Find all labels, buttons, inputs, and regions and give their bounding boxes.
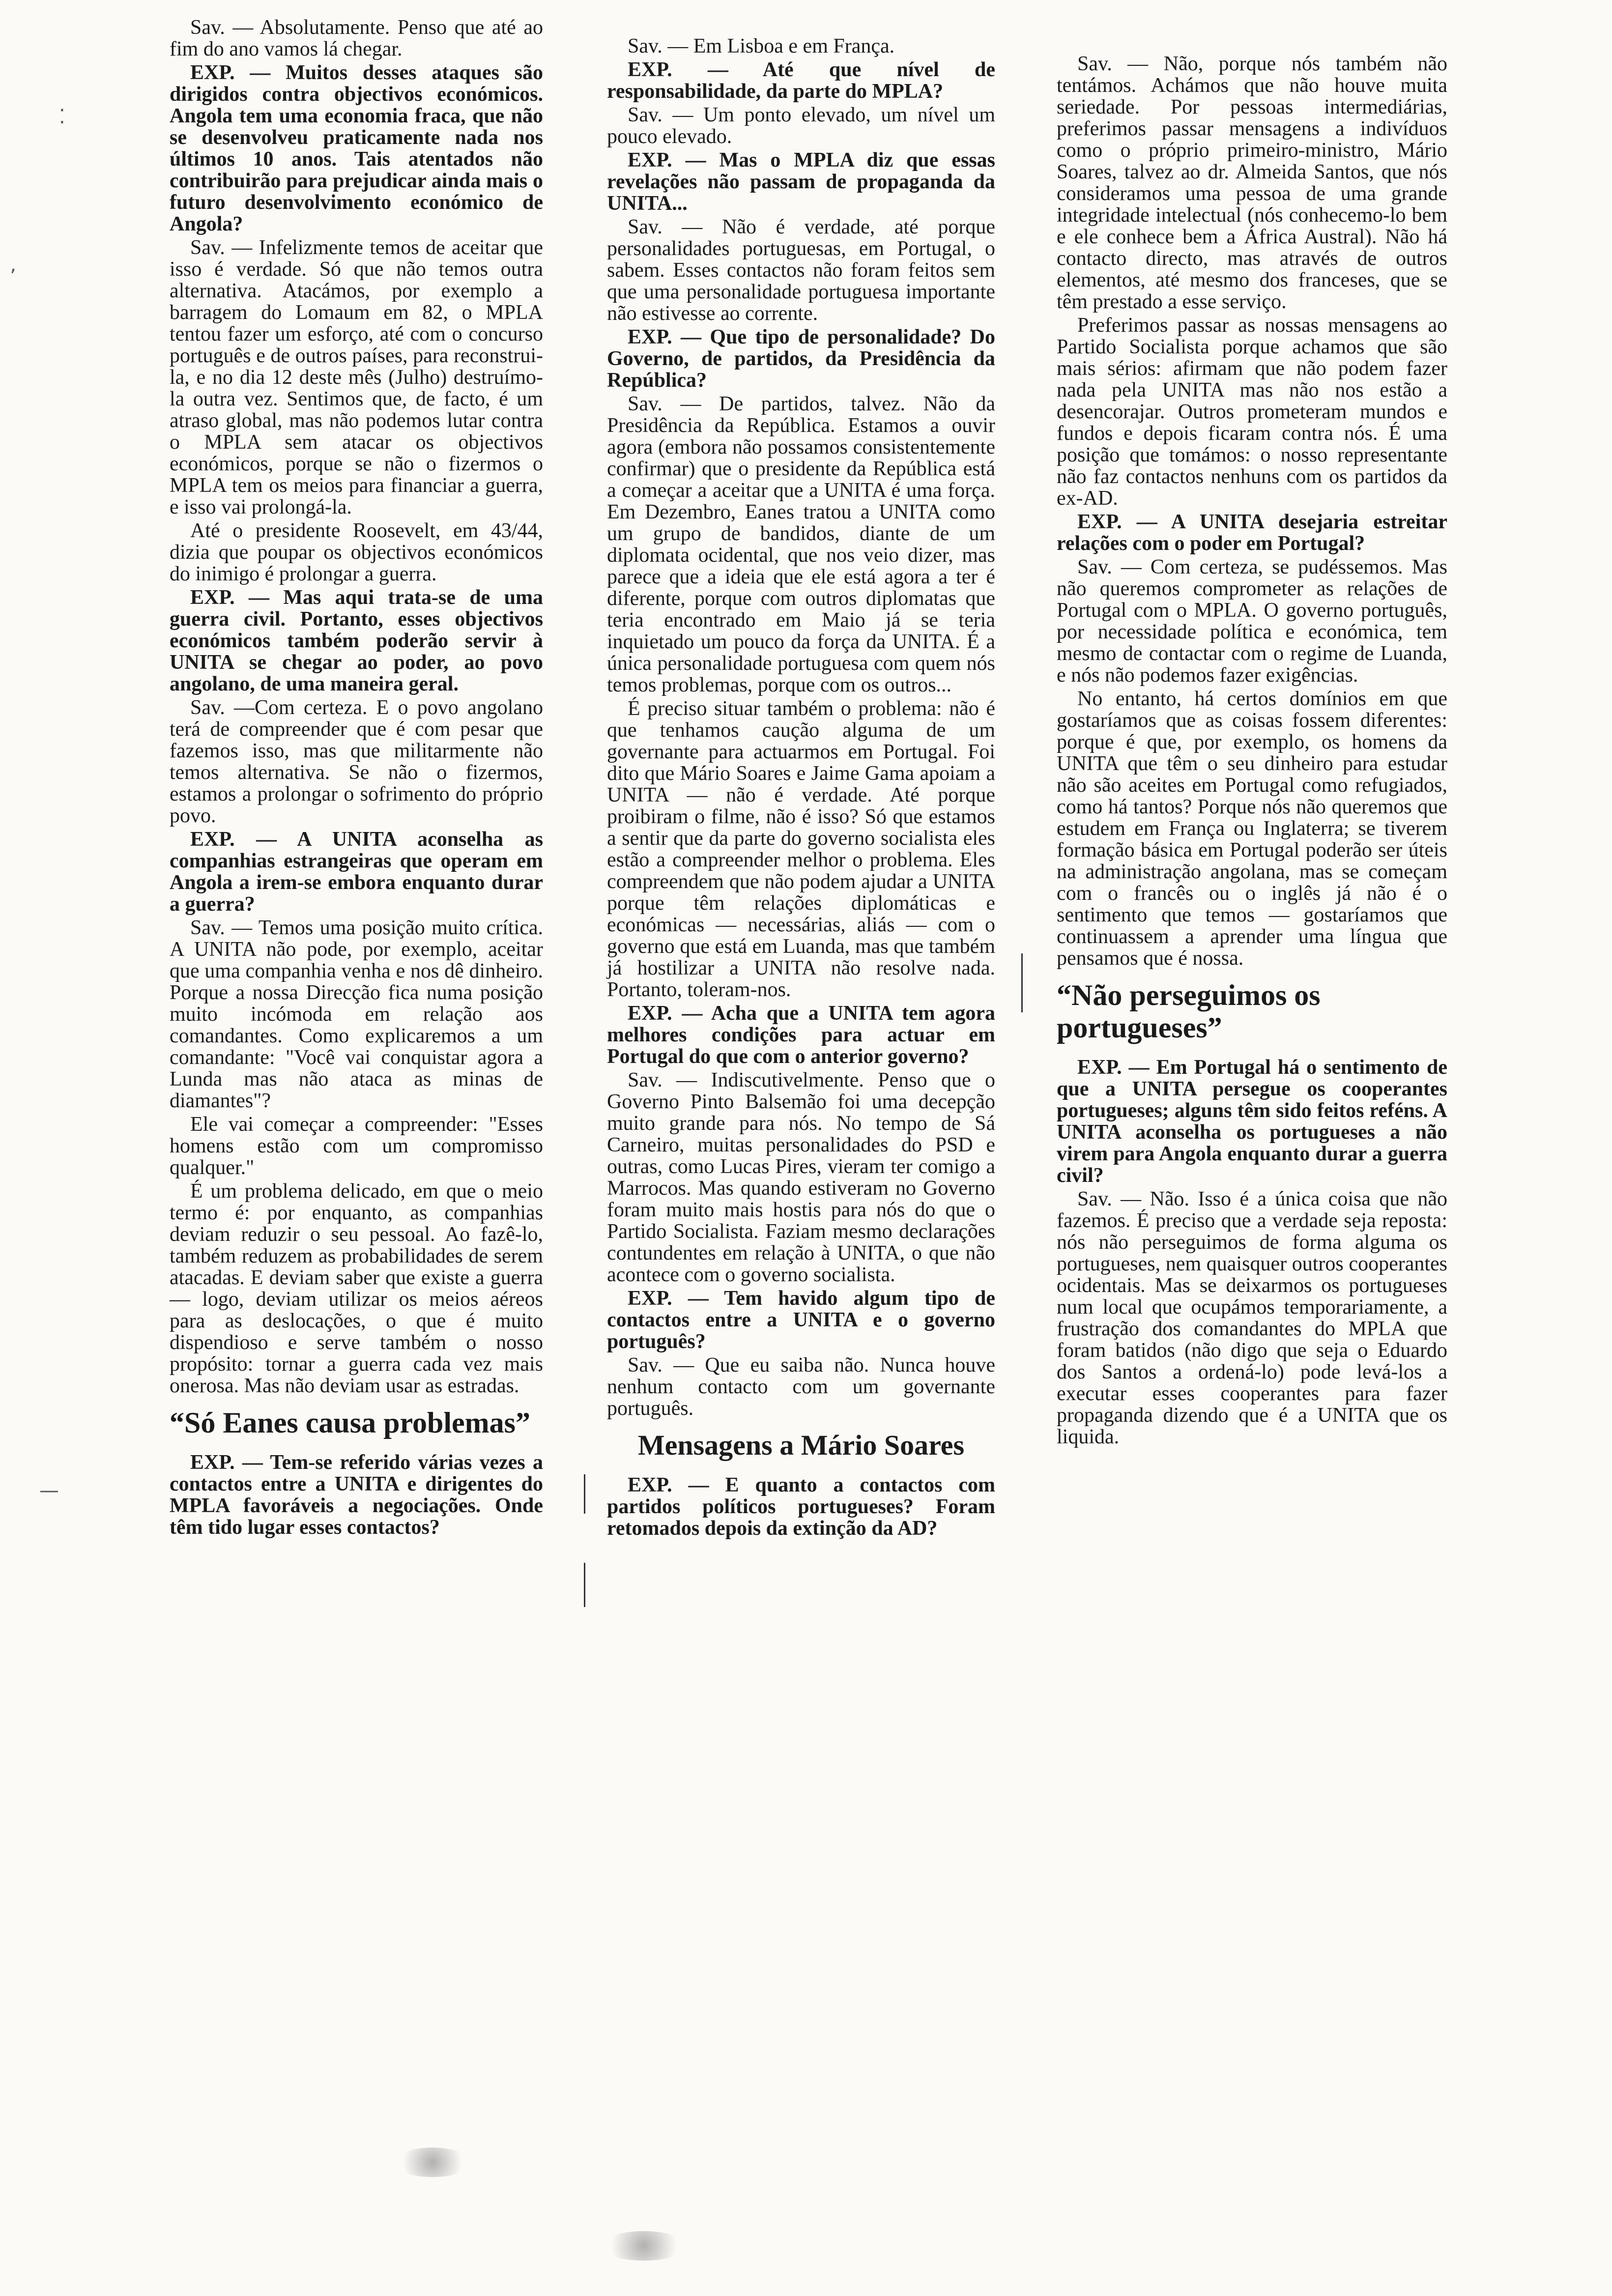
column-divider <box>584 1563 585 1607</box>
paragraph <box>1057 1188 1447 1448</box>
paragraph <box>607 1069 995 1286</box>
paragraph <box>170 587 543 695</box>
speaker-label: Sav. <box>190 236 225 259</box>
paragraph <box>607 698 995 1001</box>
speaker-label: Sav. <box>190 917 225 939</box>
paragraph-text: — Que eu saiba não. Nunca houve nenhum contacto com um governante português. <box>607 1354 996 1420</box>
paragraph <box>170 1452 543 1538</box>
paragraph <box>170 1114 543 1178</box>
speaker-label: Sav. <box>628 1354 662 1377</box>
paragraph <box>170 697 543 827</box>
paragraph <box>170 829 543 915</box>
paragraph-text: — Até que nível de responsabilidade, da parte do MPLA? <box>607 58 995 103</box>
paragraph-text: — Indiscutivelmente. Penso que o Governo Pinto Balsemão foi uma decepção muito grande para nós. No tempo de Sá Carneiro, muitas personalidades do PSD e outras, como Lucas Pires, vieram ter comigo a Marrocos. Mas quando estiveram no Governo foram muito mais hostis para nós do que o Partido Socialista. Faziam mesmo declarações contundentes em relação à UNITA, o que não acontece com o governo socialista. <box>607 1069 996 1286</box>
paragraph <box>607 1474 995 1539</box>
paragraph-text: Até o presidente Roosevelt, em 43/44, dizia que poupar os objectivos económicos do inimigo é prolongar a guerra. <box>170 519 543 585</box>
speaker-label: EXP. <box>628 326 672 348</box>
paragraph-text: — Acha que a UNITA tem agora melhores condições para actuar em Portugal do que com o anterior governo? <box>607 1002 996 1068</box>
speaker-label: EXP. <box>628 149 672 172</box>
paragraph <box>607 149 995 214</box>
paragraph <box>607 35 995 57</box>
paragraph-text: É um problema delicado, em que o meio termo é: por enquanto, as companhias deviam reduzir o seu pessoal. Ao fazê-lo, também reduzem as probabilidades de serem atacadas. E deviam saber que existe a guerra — logo, deviam utilizar os meios aéreos para as deslocações, o que é muito dispendioso e serve também o nosso propósito: tornar a guerra cada vez mais onerosa. Mas não deviam usar as estradas. <box>170 1180 543 1397</box>
scan-smudge <box>393 2148 472 2177</box>
speaker-label: Sav. <box>628 1069 662 1091</box>
speaker-label: Sav. <box>628 393 662 415</box>
paragraph <box>607 216 995 324</box>
paragraph-text: — Não é verdade, até porque personalidades portuguesas, em Portugal, o sabem. Esses contactos não foram feitos sem que uma personalidade portuguesa importante não estivesse ao corrente. <box>607 216 996 325</box>
paragraph <box>607 393 995 696</box>
speaker-label: EXP. <box>628 1287 672 1310</box>
paragraph <box>1057 53 1447 313</box>
speaker-label: Sav. <box>190 696 225 719</box>
speaker-label: Sav. <box>628 35 662 57</box>
column-1 <box>170 17 543 1540</box>
speaker-label: EXP. <box>190 586 235 609</box>
paragraph <box>607 1003 995 1067</box>
paragraph-text: — Absolutamente. Penso que até ao fim do ano vamos lá chegar. <box>170 16 543 60</box>
paragraph <box>1057 315 1447 509</box>
subheading-nao-perseguimos: “Não perseguimos os portugueses” <box>1057 979 1321 1044</box>
paragraph-text: — A UNITA aconselha as companhias estrangeiras que operam em Angola a irem-se embora enquanto durar a guerra? <box>170 828 543 916</box>
column-3 <box>1057 53 1447 1450</box>
paragraph-text: — Temos uma posição muito crítica. A UNITA não pode, por exemplo, aceitar que uma companhia venha e nos dê dinheiro. Porque a nossa Direcção fica numa posição muito incómoda em relação aos comandantes. Como explicaremos a um comandante: "Você vai conquistar agora a Lunda mas não ataca as minas de diamantes"? <box>170 917 544 1112</box>
paragraph <box>607 104 995 147</box>
speaker-label: EXP. <box>1077 511 1122 533</box>
paragraph <box>170 520 543 585</box>
speaker-label: EXP. <box>190 61 235 84</box>
paragraph <box>170 237 543 518</box>
column-3-body <box>1057 53 1447 969</box>
scan-mark-icon: — <box>39 1479 59 1502</box>
paragraph-text: — Não. Isso é a única coisa que não fazemos. É preciso que a verdade seja reposta: nós não perseguimos de forma alguma os portugueses, nem quaisquer outros cooperantes ocidentais. Mas se deixarmos os portugueses num local que ocupámos temporariamente, a frustração dos comandantes do MPLA que foram batidos (não digo que seja o Eduardo dos Santos a ordená-lo) pode levá-los a executar esses cooperantes para fazer propaganda dizendo que é a UNITA que os liquida. <box>1057 1188 1448 1448</box>
paragraph <box>1057 1057 1447 1186</box>
paragraph <box>170 17 543 60</box>
column-2 <box>607 35 995 1541</box>
paragraph-text: — Em Lisboa e em França. <box>667 35 895 57</box>
speaker-label: Sav. <box>1077 53 1112 75</box>
paragraph-text: — Em Portugal há o sentimento de que a UNITA persegue os cooperantes portugueses; alguns têm sido feitos reféns. A UNITA aconselha os portugueses a não virem para Angola enquanto durar a guerra civil? <box>1057 1056 1447 1187</box>
paragraph <box>1057 556 1447 686</box>
paragraph <box>1057 511 1447 554</box>
paragraph <box>1057 688 1447 969</box>
paragraph-text: — Com certeza, se pudéssemos. Mas não queremos comprometer as relações de Portugal com o MPLA. O governo português, por necessidade política e económica, tem mesmo de contactar com o regime de Luanda, e nós não podemos fazer exigências. <box>1057 556 1447 687</box>
paragraph-text: É preciso situar também o problema: não é que tenhamos caução alguma de um governante para actuarmos em Portugal. Foi dito que Mário Soares e Jaime Gama apoiam a UNITA — não é verdade. Até porque proibiram o filme, não é isso? Só que estamos a sentir que da parte do governo socialista eles estão a compreender melhor o problema. Eles compreendem que não podem ajudar a UNITA porque têm relações diplomáticas e económicas — necessárias, aliás — com o governo que está em Luanda, mas que também já hostilizar a UNITA não resolve nada. Portanto, toleram-nos. <box>607 697 995 1001</box>
paragraph-text: — Infelizmente temos de aceitar que isso é verdade. Só que não temos outra alternativa. Atacámos, por exemplo a barragem do Lomaum em 82, o MPLA tentou fazer um esforço, até com o concurso português e de outros países, para reconstrui-la, e no dia 12 deste mês (Julho) destruímo-la outra vez. Sentimos que, de facto, é um atraso global, mas não podemos lutar contra o MPLA sem atacar os objectivos económicos, porque se não o fizermos o MPLA tem os meios para financiar a guerra, e isso vai prolongá-la. <box>170 236 543 518</box>
paragraph <box>170 917 543 1112</box>
paragraph <box>607 1354 995 1419</box>
speaker-label: EXP. <box>190 828 235 851</box>
paragraph-text: — Um ponto elevado, um nível um pouco elevado. <box>607 104 995 148</box>
paragraph-text: — Mas aqui trata-se de uma guerra civil. Portanto, esses objectivos económicos também poderão servir à UNITA se chegar ao poder, ao povo angolano, de uma maneira geral. <box>170 586 543 695</box>
column-divider <box>1021 953 1023 1012</box>
subheading-mensagens: Mensagens a Mário Soares <box>637 1429 965 1461</box>
paragraph-text: Preferimos passar as nossas mensagens ao Partido Socialista porque achamos que são mais sérios: afirmam que não podem fazer nada pela UNITA mas não nos estão a desencorajar. Outros prometeram mundos e fundos e depois ficaram contra nós. É uma posição que tomámos: o nosso representante não faz contactos nenhuns com os partidos da ex-AD. <box>1057 314 1447 510</box>
scan-mark-icon: ⁚ <box>59 106 65 128</box>
paragraph <box>607 1288 995 1352</box>
paragraph-text: — Que tipo de personalidade? Do Governo, de partidos, da Presidência da República? <box>607 326 996 392</box>
column-1-body-after <box>170 1452 543 1538</box>
scan-smudge <box>600 2231 688 2261</box>
paragraph-text: — E quanto a contactos com partidos políticos portugueses? Foram retomados depois da extinção da AD? <box>607 1474 995 1540</box>
paragraph-text: — A UNITA desejaria estreitar relações com o poder em Portugal? <box>1057 511 1447 555</box>
paragraph-text: No entanto, há certos domínios em que gostaríamos que as coisas fossem diferentes: porque é que, por exemplo, os homens da UNITA que têm o seu dinheiro para estudar não são aceites em Portugal como refugiados, como há tantos? Porque nós não queremos que estudem em França ou Inglaterra; se tiverem formação básica em Portugal poderão ser úteis na administração angolana, mas se começam com o francês ou o inglês já não é o sentimento que temos — gostaríamos que continuassem a aprender uma língua que pensamos que é nossa. <box>1057 688 1447 970</box>
speaker-label: Sav. <box>628 104 662 126</box>
speaker-label: EXP. <box>628 58 672 81</box>
paragraph-text: — Não, porque nós também não tentámos. Achámos que não houve muita seriedade. Por pessoas intermediárias, preferimos passar mensagens a indivíduos como o próprio primeiro-ministro, Mário Soares, talvez ao dr. Almeida Santos, que nós consideramos uma pessoa de uma grande integridade intelectual (nós conhecemo-lo bem e ele conhece bem a África Austral). Não há contacto directo, mas através de outros elementos, até mesmo dos franceses, que se têm prestado a esse serviço. <box>1057 53 1447 313</box>
paragraph-text: — Muitos desses ataques são dirigidos contra objectivos económicos. Angola tem uma economia fraca, que não se desenvolveu praticamente nada nos últimos 10 anos. Tais atentados não contribuirão para prejudicar ainda mais o futuro desenvolvimento económico de Angola? <box>170 61 544 235</box>
column-2-body-after <box>607 1474 995 1539</box>
column-divider <box>584 1474 585 1514</box>
column-3-body-after <box>1057 1057 1447 1448</box>
speaker-label: Sav. <box>1077 556 1112 578</box>
paragraph-text: —Com certeza. E o povo angolano terá de compreender que é com pesar que fazemos isso, mas que militarmente não temos alternativa. Se não o fizermos, estamos a prolongar o sofrimento do próprio povo. <box>170 696 544 827</box>
paragraph <box>607 59 995 102</box>
paragraph-text: — Tem havido algum tipo de contactos entre a UNITA e o governo português? <box>607 1287 995 1353</box>
paragraph <box>170 1180 543 1397</box>
speaker-label: EXP. <box>628 1002 672 1025</box>
paragraph-text: Ele vai começar a compreender: "Esses homens estão com um compromisso qualquer." <box>170 1113 543 1179</box>
paragraph-text: — Mas o MPLA diz que essas revelações não passam de propaganda da UNITA... <box>607 149 996 215</box>
scan-mark-icon: ʼ <box>10 265 16 288</box>
speaker-label: EXP. <box>1077 1056 1122 1079</box>
speaker-label: Sav. <box>190 16 225 39</box>
column-2-body <box>607 35 995 1419</box>
speaker-label: Sav. <box>628 216 662 238</box>
paragraph-text: — De partidos, talvez. Não da Presidência da República. Estamos a ouvir agora (embora não possamos consistentemente confirmar) que o presidente da República está a começar a aceitar que a UNITA é uma força. Em Dezembro, Eanes tratou a UNITA como um grupo de bandidos, diante de um diplomata ocidental, que nos veio dizer, mas parece que a ideia que ele está agora a ter é diferente, porque com outros diplomatas que teria encontrado em Maio já se teria inquietado um pouco da força da UNITA. É a única personalidade portuguesa com quem nós temos problemas, porque com os outros... <box>607 393 996 696</box>
paragraph-text: — Tem-se referido várias vezes a contactos entre a UNITA e dirigentes do MPLA favoráveis a negociações. Onde têm tido lugar esses contactos? <box>170 1451 543 1539</box>
paragraph <box>607 326 995 391</box>
speaker-label: Sav. <box>1077 1188 1112 1210</box>
column-1-body <box>170 17 543 1397</box>
speaker-label: EXP. <box>628 1474 672 1496</box>
paragraph <box>170 62 543 235</box>
subheading-so-eanes: “Só Eanes causa problemas” <box>170 1406 531 1439</box>
speaker-label: EXP. <box>190 1451 235 1474</box>
